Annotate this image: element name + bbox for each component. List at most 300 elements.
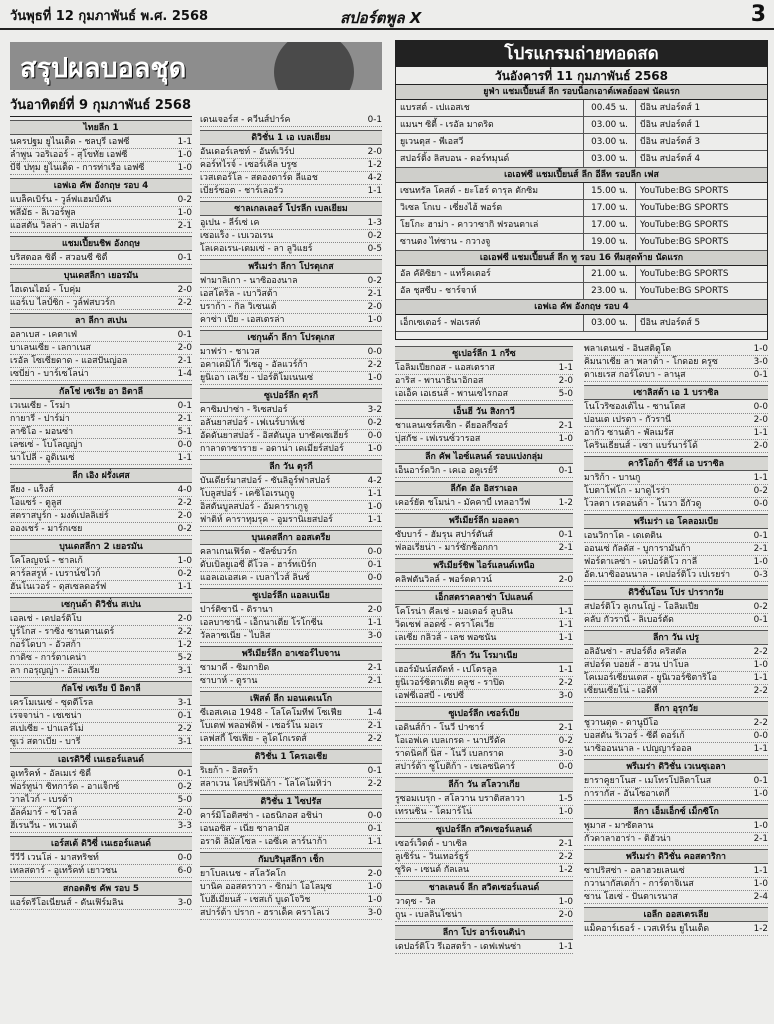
league-header: เฟิสต์ ลีก มอนเตเนโก bbox=[200, 691, 382, 706]
match-score: 2-0 bbox=[367, 605, 382, 615]
program-time: 00.45 น. bbox=[584, 100, 636, 116]
match-teams: ฟลอเรียน่า - มาร์ซักซ็อกกา bbox=[395, 543, 499, 553]
league-header: บุนเดสลีกา เยอรมัน bbox=[10, 268, 192, 283]
match-score: 0-0 bbox=[753, 499, 768, 509]
match-score: 1-0 bbox=[367, 315, 382, 325]
match-score: 0-0 bbox=[367, 431, 382, 441]
match-score: 2-0 bbox=[177, 808, 192, 818]
match-score: 5-0 bbox=[177, 795, 192, 805]
match-score: 5-1 bbox=[177, 427, 192, 437]
match-teams: บอสตัน ริเวอร์ - ซีดี ดอร์เก้ bbox=[584, 731, 685, 741]
league-header: ลีกา โปร อาร์เจนติน่า bbox=[395, 925, 573, 940]
match-row bbox=[200, 617, 382, 630]
program-row bbox=[396, 200, 767, 217]
newspaper-logo: สปอร์ตพูล X bbox=[340, 9, 422, 27]
match-score: 1-0 bbox=[558, 897, 573, 907]
match-score: 2-1 bbox=[177, 414, 192, 424]
match-teams: โบตาโฟโก - มาดูไรร่า bbox=[584, 486, 670, 496]
match-score: 0-1 bbox=[177, 401, 192, 411]
match-teams: โลเคอเรน-เตมเซ่ - ลา ลูวิแยร์ bbox=[200, 244, 313, 254]
league-header: ดิวิชั่นโอน โปร ปารากวัย bbox=[584, 585, 768, 600]
program-match: เซนทรัล โคสต์ - ยะโฮร์ ดารุล ตักซิม bbox=[396, 183, 584, 199]
match-row bbox=[10, 220, 192, 233]
match-teams: บาเลนเซีย - เลกาเนส bbox=[10, 343, 91, 353]
match-teams: บูร์โกส - ราซิ่ง ซานตานเดร์ bbox=[10, 627, 115, 637]
match-row bbox=[200, 778, 382, 791]
match-row bbox=[200, 907, 382, 920]
match-score: 1-0 bbox=[753, 660, 768, 670]
match-score: 2-0 bbox=[367, 869, 382, 879]
match-teams: เซอแร็ง - เบเวอเรน bbox=[200, 231, 274, 241]
page-header bbox=[0, 0, 774, 30]
match-row bbox=[200, 417, 382, 430]
match-score: 1-0 bbox=[177, 208, 192, 218]
match-row bbox=[395, 388, 573, 401]
program-time: 03.00 น. bbox=[584, 151, 636, 167]
match-teams: แอร์ดรีโอเนี่ยนส์ - ดันเฟิร์มลิน bbox=[10, 898, 124, 908]
match-teams: ฮันโนเวอร์ - ดุสเซลดอร์ฟ bbox=[10, 582, 107, 592]
match-row bbox=[200, 301, 382, 314]
program-row bbox=[396, 183, 767, 200]
match-row bbox=[10, 736, 192, 749]
match-row bbox=[395, 542, 573, 555]
match-row bbox=[395, 793, 573, 806]
match-teams: อลันยาสปอร์ - เฟเนร์บาห์เช่ bbox=[200, 418, 305, 428]
match-row bbox=[200, 217, 382, 230]
match-teams: กายารี่ - ปาร์ม่า bbox=[10, 414, 70, 424]
match-score: 3-2 bbox=[367, 405, 382, 415]
league-header: พรีเมียร์ลีก อาเซอร์ไบจาน bbox=[200, 646, 382, 661]
match-teams: โบฮีเมียนส์ - เชสเก้ บูเดโจวิช bbox=[200, 895, 311, 905]
match-score: 2-1 bbox=[558, 421, 573, 431]
program-channel: บีอิน สปอร์ตส์ 3 bbox=[640, 137, 701, 147]
match-teams: บริสตอล ซิตี้ - สวอนซี ซิตี้ bbox=[10, 253, 108, 263]
match-score: 1-1 bbox=[753, 428, 768, 438]
program-time: 23.00 น. bbox=[584, 283, 636, 299]
match-score: 1-1 bbox=[753, 673, 768, 683]
match-teams: เคอร์ยัต ชโมน่า - มัคคาบี้ เทลอาวีฟ bbox=[395, 498, 531, 508]
league-header: ลีก้า วัน โรมาเนีย bbox=[395, 648, 573, 663]
match-score: 0-1 bbox=[367, 115, 382, 125]
match-row bbox=[395, 838, 573, 851]
match-teams: สลาเวน โคปริฟนิก้า - โลโคโมทิว่า bbox=[200, 779, 332, 789]
match-teams: ซูริค - เซนต์ กัลเลน bbox=[395, 865, 469, 875]
match-row bbox=[200, 288, 382, 301]
program-time: 03.00 น. bbox=[584, 134, 636, 150]
match-row bbox=[584, 865, 768, 878]
match-teams: เซียนเซียโน่ - เอดีที bbox=[584, 686, 658, 696]
match-score: 2-0 bbox=[367, 302, 382, 312]
program-league-header: เอเอฟซี แชมเปี้ยนส์ ลีก ทู รอบ 16 ทีมสุดท้าย นัดแรก bbox=[396, 251, 767, 266]
match-score: 1-4 bbox=[367, 708, 382, 718]
match-score: 1-1 bbox=[753, 866, 768, 876]
match-row bbox=[10, 665, 192, 678]
tv-program-table bbox=[395, 40, 768, 340]
program-match: อัล ชุสซีบ - ชาร์จาห์ bbox=[396, 283, 584, 299]
tv-program-date: วันอังคารที่ 11 กุมภาพันธ์ 2568 bbox=[396, 67, 767, 85]
match-teams: เอ็นอาร์ดวิก - เคเอ อคูเรย์รี bbox=[395, 466, 498, 476]
match-row bbox=[395, 896, 573, 909]
match-teams: โวลตา เรดอนด้า - โนวา อีกัวดู bbox=[584, 499, 702, 509]
match-score: 0-1 bbox=[177, 253, 192, 263]
match-score: 1-1 bbox=[367, 186, 382, 196]
match-teams: เรจจาน่า - เชเซน่า bbox=[10, 711, 82, 721]
match-score: 1-1 bbox=[558, 620, 573, 630]
match-row bbox=[10, 794, 192, 807]
match-score: 1-0 bbox=[753, 821, 768, 831]
match-teams: ปาร์ติซานี - ดิรานา bbox=[200, 605, 273, 615]
match-teams: ยาโบลเนช - สโลวัคโก bbox=[200, 869, 286, 879]
match-teams: ยาราคูยาโนส - เมโทรโปลิตาโนส bbox=[584, 776, 712, 786]
match-teams: คาร์มิโอติสซ่า - เอธนิกอส อชิน่า bbox=[200, 811, 323, 821]
match-row bbox=[395, 529, 573, 542]
match-score: 0-0 bbox=[367, 573, 382, 583]
match-teams: ฟอร์ตาเลซ่า - เดปอร์ติโว กาลี bbox=[584, 557, 698, 567]
match-teams: เอลบาซานี - เอ็กนาเตีย โรโกซีน bbox=[200, 618, 323, 628]
match-row bbox=[395, 606, 573, 619]
match-teams: อองเชร์ - มาร์กเซย bbox=[10, 524, 83, 534]
match-teams: อคาเดมิโก้ วีเซอู - อัลแวร์ก้า bbox=[200, 360, 308, 370]
match-teams: ปุสกัช - เฟเรนซ์วารอส bbox=[395, 434, 481, 444]
league-header: ลีก วัน ตุรกี bbox=[200, 459, 382, 474]
match-score: 1-0 bbox=[367, 502, 382, 512]
match-teams: อลิอันซ่า - สปอร์ติ้ง คริสตัล bbox=[584, 647, 687, 657]
program-row bbox=[396, 266, 767, 283]
match-row bbox=[200, 172, 382, 185]
match-teams: ยูนิเวอร์ซิตาเตีย คลูช - ราปิด bbox=[395, 678, 505, 688]
match-teams: อัดดันยาสปอร์ - อิสตันบูล บาซัคเซเฮียร์ bbox=[200, 431, 349, 441]
program-match: ยูเวนตุส - พีเอสวี bbox=[396, 134, 584, 150]
match-teams: โอเอฟเค เบลเกรด - นาปรีดัค bbox=[395, 736, 506, 746]
match-teams: เอลเช่ - เดปอร์ติโบ bbox=[10, 614, 82, 624]
match-score: 2-2 bbox=[177, 724, 192, 734]
match-score: 2-1 bbox=[558, 839, 573, 849]
match-score: 2-2 bbox=[177, 627, 192, 637]
program-time: 03.00 น. bbox=[584, 315, 636, 331]
match-teams: โคโรน่า คีลเช่ - มอเตอร์ ลูบลิน bbox=[395, 607, 513, 617]
program-match: วิเซล โกเบ - เซี่ยงไฮ้ พอร์ต bbox=[396, 200, 584, 216]
match-teams: อิสตันบูลสปอร์ - อัมคาราเกูจู bbox=[200, 502, 309, 512]
match-row bbox=[10, 136, 192, 149]
match-teams: ปอนเต เปรตา - กัวรานี่ bbox=[584, 415, 672, 425]
match-score: 1-2 bbox=[753, 924, 768, 934]
match-teams: แบล็คเบิร์น - วูล์ฟแฮมป์ตัน bbox=[10, 195, 112, 205]
match-row bbox=[395, 619, 573, 632]
match-row bbox=[200, 559, 382, 572]
match-teams: ตาเยเรส กอร์โดบา - ลานุส bbox=[584, 370, 686, 380]
match-row bbox=[10, 626, 192, 639]
tv-program-title: โปรแกรมถ่ายทอดสด bbox=[396, 41, 767, 67]
match-score: 1-0 bbox=[367, 444, 382, 454]
match-teams: มาฟร่า - ชาเวส bbox=[200, 347, 260, 357]
league-header: ลีก เอิง ฝรั่งเศส bbox=[10, 468, 192, 483]
match-row bbox=[10, 400, 192, 413]
match-teams: เครโมเนเซ่ - ซุดตีโรล bbox=[10, 698, 94, 708]
match-score: 1-0 bbox=[177, 150, 192, 160]
match-row bbox=[10, 568, 192, 581]
match-score: 3-3 bbox=[177, 821, 192, 831]
match-row bbox=[10, 639, 192, 652]
match-score: 2-2 bbox=[753, 647, 768, 657]
league-header: กัมบรินุสลีกา เช็ก bbox=[200, 852, 382, 867]
match-score: 1-1 bbox=[177, 582, 192, 592]
match-teams: เลฟสกี้ โซเฟีย - ลูโดโกเรตส์ bbox=[200, 734, 307, 744]
match-teams: คาซิมปาซ่า - ริเซสปอร์ bbox=[200, 405, 288, 415]
match-row bbox=[200, 662, 382, 675]
match-row bbox=[395, 722, 573, 735]
match-row bbox=[200, 359, 382, 372]
match-teams: ออนเซ่ กัลดัส - บูการามันก้า bbox=[584, 544, 691, 554]
program-time: 15.00 น. bbox=[584, 183, 636, 199]
match-teams: พลีมัธ - ลิเวอร์พูล bbox=[10, 208, 76, 218]
match-row bbox=[10, 284, 192, 297]
match-row bbox=[584, 743, 768, 756]
match-row bbox=[395, 806, 573, 819]
results-column-1 bbox=[10, 92, 192, 1022]
match-teams: ซับบาร์ - ฮัมรุน สปาร์ตันส์ bbox=[395, 530, 493, 540]
match-row bbox=[200, 243, 382, 256]
match-score: 1-0 bbox=[753, 789, 768, 799]
match-score: 1-1 bbox=[177, 453, 192, 463]
match-row bbox=[200, 488, 382, 501]
match-row bbox=[10, 413, 192, 426]
match-row bbox=[584, 472, 768, 485]
match-score: 0-2 bbox=[177, 569, 192, 579]
match-teams: แอลเอเอสเค - เบลาไวส์ ลินซ์ bbox=[200, 573, 310, 583]
match-row bbox=[10, 207, 192, 220]
league-header: กัลโช่ เซเรีย บี อิตาลี bbox=[10, 681, 192, 696]
program-match: แมนฯ ซิตี้ - เรอัล มาดริด bbox=[396, 117, 584, 133]
match-row bbox=[200, 275, 382, 288]
match-row bbox=[200, 823, 382, 836]
match-teams: เวสเตอร์โล - สตองดาร์ด ลีแอช bbox=[200, 173, 318, 183]
results-banner-title: สรุปผลบอลชุด bbox=[20, 53, 187, 84]
match-score: 2-2 bbox=[753, 686, 768, 696]
match-score: 1-1 bbox=[367, 837, 382, 847]
match-score: 1-0 bbox=[177, 163, 192, 173]
match-row bbox=[395, 864, 573, 877]
match-teams: เลเซีย กลิวส์ - เลช พอซนัน bbox=[395, 633, 497, 643]
match-row bbox=[395, 748, 573, 761]
match-row bbox=[584, 530, 768, 543]
program-channel: บีอิน สปอร์ตส์ 1 bbox=[640, 120, 701, 130]
league-header: บุนเดสลีกา ออสเตรีย bbox=[200, 530, 382, 545]
match-row bbox=[10, 897, 192, 910]
program-match: ซานตง ไท่ซาน - กวางจู bbox=[396, 234, 584, 250]
match-score: 2-0 bbox=[558, 376, 573, 386]
match-score: 1-0 bbox=[367, 895, 382, 905]
match-teams: ยูนิเอา เลเรีย - ปอร์ติโมเนนเซ่ bbox=[200, 373, 314, 383]
match-row bbox=[10, 355, 192, 368]
match-row bbox=[395, 375, 573, 388]
match-teams: โบลูสปอร์ - เคซิโอเรนกูจู bbox=[200, 489, 295, 499]
match-row bbox=[395, 632, 573, 645]
match-teams: ลำพูน วอริเออร์ - สุโขทัย เอฟซี bbox=[10, 150, 128, 160]
program-row bbox=[396, 315, 767, 332]
match-row bbox=[584, 646, 768, 659]
program-time: 17.00 น. bbox=[584, 200, 636, 216]
match-teams: เซอร์เว็ตต์ - บาเซิ่ล bbox=[395, 839, 468, 849]
match-teams: อลาเบส - เคตาเฟ่ bbox=[10, 330, 78, 340]
match-score: 4-0 bbox=[177, 485, 192, 495]
match-teams: พลาเตนเซ่ - อินสติตูโต bbox=[584, 344, 672, 354]
match-teams: เอเอ็ค เอเธนส์ - พานเซไรกอส bbox=[395, 389, 508, 399]
match-score: 1-0 bbox=[753, 344, 768, 354]
match-teams: คลาเกนเฟิร์ต - ซัลซ์บวร์ก bbox=[200, 547, 297, 557]
program-time: 21.00 น. bbox=[584, 266, 636, 282]
match-score: 1-2 bbox=[177, 640, 192, 650]
match-row bbox=[395, 690, 573, 703]
match-row bbox=[200, 572, 382, 585]
match-teams: กาลาตาซาราย - อดาน่า เดเมียร์สปอร์ bbox=[200, 444, 344, 454]
match-score: 0-1 bbox=[753, 370, 768, 380]
match-score: 2-4 bbox=[753, 892, 768, 902]
match-score: 3-1 bbox=[177, 698, 192, 708]
match-score: 2-2 bbox=[177, 498, 192, 508]
match-row bbox=[584, 685, 768, 698]
program-league-header: ยูฟ่า แชมเปี้ยนส์ ลีก รอบน็อกเอาต์เพลย์ออฟ นัดแรก bbox=[396, 85, 767, 100]
match-row bbox=[584, 833, 768, 846]
match-teams: นาโปลี - อูดิเนเซ่ bbox=[10, 453, 75, 463]
league-header: เซกุนด้า ดิวิชั่น สเปน bbox=[10, 597, 192, 612]
match-teams: อากัว ซานต้า - พัลเมรัส bbox=[584, 428, 674, 438]
match-row bbox=[395, 574, 573, 587]
match-row bbox=[584, 569, 768, 582]
match-score: 2-2 bbox=[367, 360, 382, 370]
match-row bbox=[200, 836, 382, 849]
match-score: 5-2 bbox=[177, 653, 192, 663]
match-teams: สตราสบูร์ก - มงต์เปลลิเย่ร์ bbox=[10, 511, 109, 521]
match-row bbox=[10, 497, 192, 510]
match-score: 1-1 bbox=[558, 363, 573, 373]
league-header: ชาลเลนจ์ ลีก สวิตเซอร์แลนด์ bbox=[395, 880, 573, 895]
match-teams: เอฟซีเอสบี - เซปซี่ bbox=[395, 691, 465, 701]
match-teams: เฮอร์มันน์สตัดท์ - เปโตรลูล bbox=[395, 665, 498, 675]
match-score: 0-2 bbox=[367, 231, 382, 241]
match-teams: คลับ กัวรานี่ - ลิเบอร์ตัด bbox=[584, 615, 674, 625]
match-teams: กวานากัสเตก้า - การ์ตาจิเนส bbox=[584, 879, 694, 889]
league-header: บุนเดสลีกา 2 เยอรมัน bbox=[10, 539, 192, 554]
match-row bbox=[584, 556, 768, 569]
match-score: 2-0 bbox=[177, 343, 192, 353]
match-row bbox=[200, 146, 382, 159]
match-row bbox=[584, 878, 768, 891]
match-row bbox=[10, 555, 192, 568]
match-score: 0-0 bbox=[558, 762, 573, 772]
match-teams: เลซเซ่ - โบโลญญ่า bbox=[10, 440, 83, 450]
match-row bbox=[584, 543, 768, 556]
match-score: 0-1 bbox=[753, 531, 768, 541]
match-teams: เอนวิกาโด - เดเตติน bbox=[584, 531, 662, 541]
match-score: 2-2 bbox=[753, 718, 768, 728]
match-score: 2-1 bbox=[367, 721, 382, 731]
match-score: 0-0 bbox=[753, 731, 768, 741]
match-row bbox=[10, 342, 192, 355]
match-score: 2-0 bbox=[753, 441, 768, 451]
match-score: 2-1 bbox=[367, 289, 382, 299]
match-row bbox=[584, 401, 768, 414]
match-teams: สปาร์ต้า ปราก - ฮราเด็ค คราโลเว่ bbox=[200, 908, 330, 918]
match-score: 2-0 bbox=[177, 511, 192, 521]
match-row bbox=[200, 733, 382, 746]
match-teams: นาซิออนนาล - เปญญาร์ออล bbox=[584, 744, 692, 754]
match-teams: โคเมอร์เซียนเตส - ยูนิเวอร์ซิตาริโอ bbox=[584, 673, 717, 683]
league-header: ดิวิชั่น 1 เอ เบลเยียม bbox=[200, 130, 382, 145]
match-teams: รูซอมเบรุก - สโลวาน บราติสลาวา bbox=[395, 794, 525, 804]
match-score: 1-3 bbox=[367, 218, 382, 228]
match-teams: สเปเซีย - ปาแลร์โม่ bbox=[10, 724, 84, 734]
match-teams: ซาปริสซ่า - อลาฮวยเลนเซ่ bbox=[584, 866, 685, 876]
program-row bbox=[396, 234, 767, 251]
match-teams: อูเปน - ลีร์เซ่ เค bbox=[200, 218, 260, 228]
league-header: พรีเมร่า ลีกา โปรตุเกส bbox=[200, 259, 382, 274]
match-teams: ซูเว่ สตาเบีย - บารี่ bbox=[10, 737, 81, 747]
match-score: 2-0 bbox=[177, 285, 192, 295]
match-teams: เอดินส์ก้า - โนวี่ ปาซาร์ bbox=[395, 723, 485, 733]
match-row bbox=[200, 720, 382, 733]
match-score: 1-0 bbox=[753, 879, 768, 889]
match-score: 2-0 bbox=[558, 575, 573, 585]
match-row bbox=[200, 868, 382, 881]
match-row bbox=[584, 414, 768, 427]
match-score: 2-0 bbox=[367, 147, 382, 157]
match-teams: โบเตฟ พลอฟดิฟ - เชอร์โน มอเร bbox=[200, 721, 323, 731]
program-time: 19.00 น. bbox=[584, 234, 636, 250]
match-row bbox=[10, 484, 192, 497]
match-row bbox=[584, 427, 768, 440]
match-row bbox=[10, 852, 192, 865]
match-score: 1-1 bbox=[558, 942, 573, 952]
program-league-header: เอฟเอ คัพ อังกฤษ รอบ 4 bbox=[396, 300, 767, 315]
match-teams: การากัส - อันโซอาเตกี้ bbox=[584, 789, 670, 799]
match-score: 0-1 bbox=[177, 769, 192, 779]
match-row bbox=[200, 185, 382, 198]
match-score: 2-1 bbox=[367, 676, 382, 686]
match-row bbox=[10, 439, 192, 452]
match-row bbox=[10, 710, 192, 723]
league-header: เอ็กสตราคลาซ่า โปแลนด์ bbox=[395, 590, 573, 605]
match-row bbox=[10, 452, 192, 465]
match-row bbox=[200, 675, 382, 688]
results-date: วันอาทิตย์ที่ 9 กุมภาพันธ์ 2568 bbox=[10, 92, 192, 117]
program-channel: YouTube:BG SPORTS bbox=[640, 220, 729, 230]
match-score: 0-1 bbox=[753, 615, 768, 625]
match-row bbox=[395, 433, 573, 446]
league-header: พรีเมร่า เอ โคลอมเบีย bbox=[584, 514, 768, 529]
league-header: ลีกา วัน เปรู bbox=[584, 630, 768, 645]
match-score: 2-1 bbox=[558, 543, 573, 553]
match-row bbox=[10, 768, 192, 781]
program-channel: บีอิน สปอร์ตส์ 5 bbox=[640, 318, 701, 328]
match-teams: คาร์ลสรูห์ - เบราน์ชไวก์ bbox=[10, 569, 101, 579]
league-header: ซูเปอร์ลีก แอลเบเนีย bbox=[200, 588, 382, 603]
match-teams: โอลิมเปียกอส - แอสเตราส bbox=[395, 363, 495, 373]
match-teams: เวเนเซีย - โรม่า bbox=[10, 401, 71, 411]
match-row bbox=[200, 430, 382, 443]
match-row bbox=[584, 923, 768, 936]
match-score: 3-0 bbox=[177, 898, 192, 908]
match-score: 1-5 bbox=[558, 794, 573, 804]
match-row bbox=[200, 372, 382, 385]
match-row bbox=[395, 465, 573, 478]
league-header: ซูเปอร์ลีก เซอร์เบีย bbox=[395, 706, 573, 721]
match-score: 3-0 bbox=[367, 908, 382, 918]
match-teams: วาดุซ - วิล bbox=[395, 897, 436, 907]
league-header: เซกุนด้า ลีกา โปรตุเกส bbox=[200, 330, 382, 345]
match-row bbox=[10, 697, 192, 710]
match-row bbox=[10, 368, 192, 381]
match-score: 0-2 bbox=[177, 782, 192, 792]
